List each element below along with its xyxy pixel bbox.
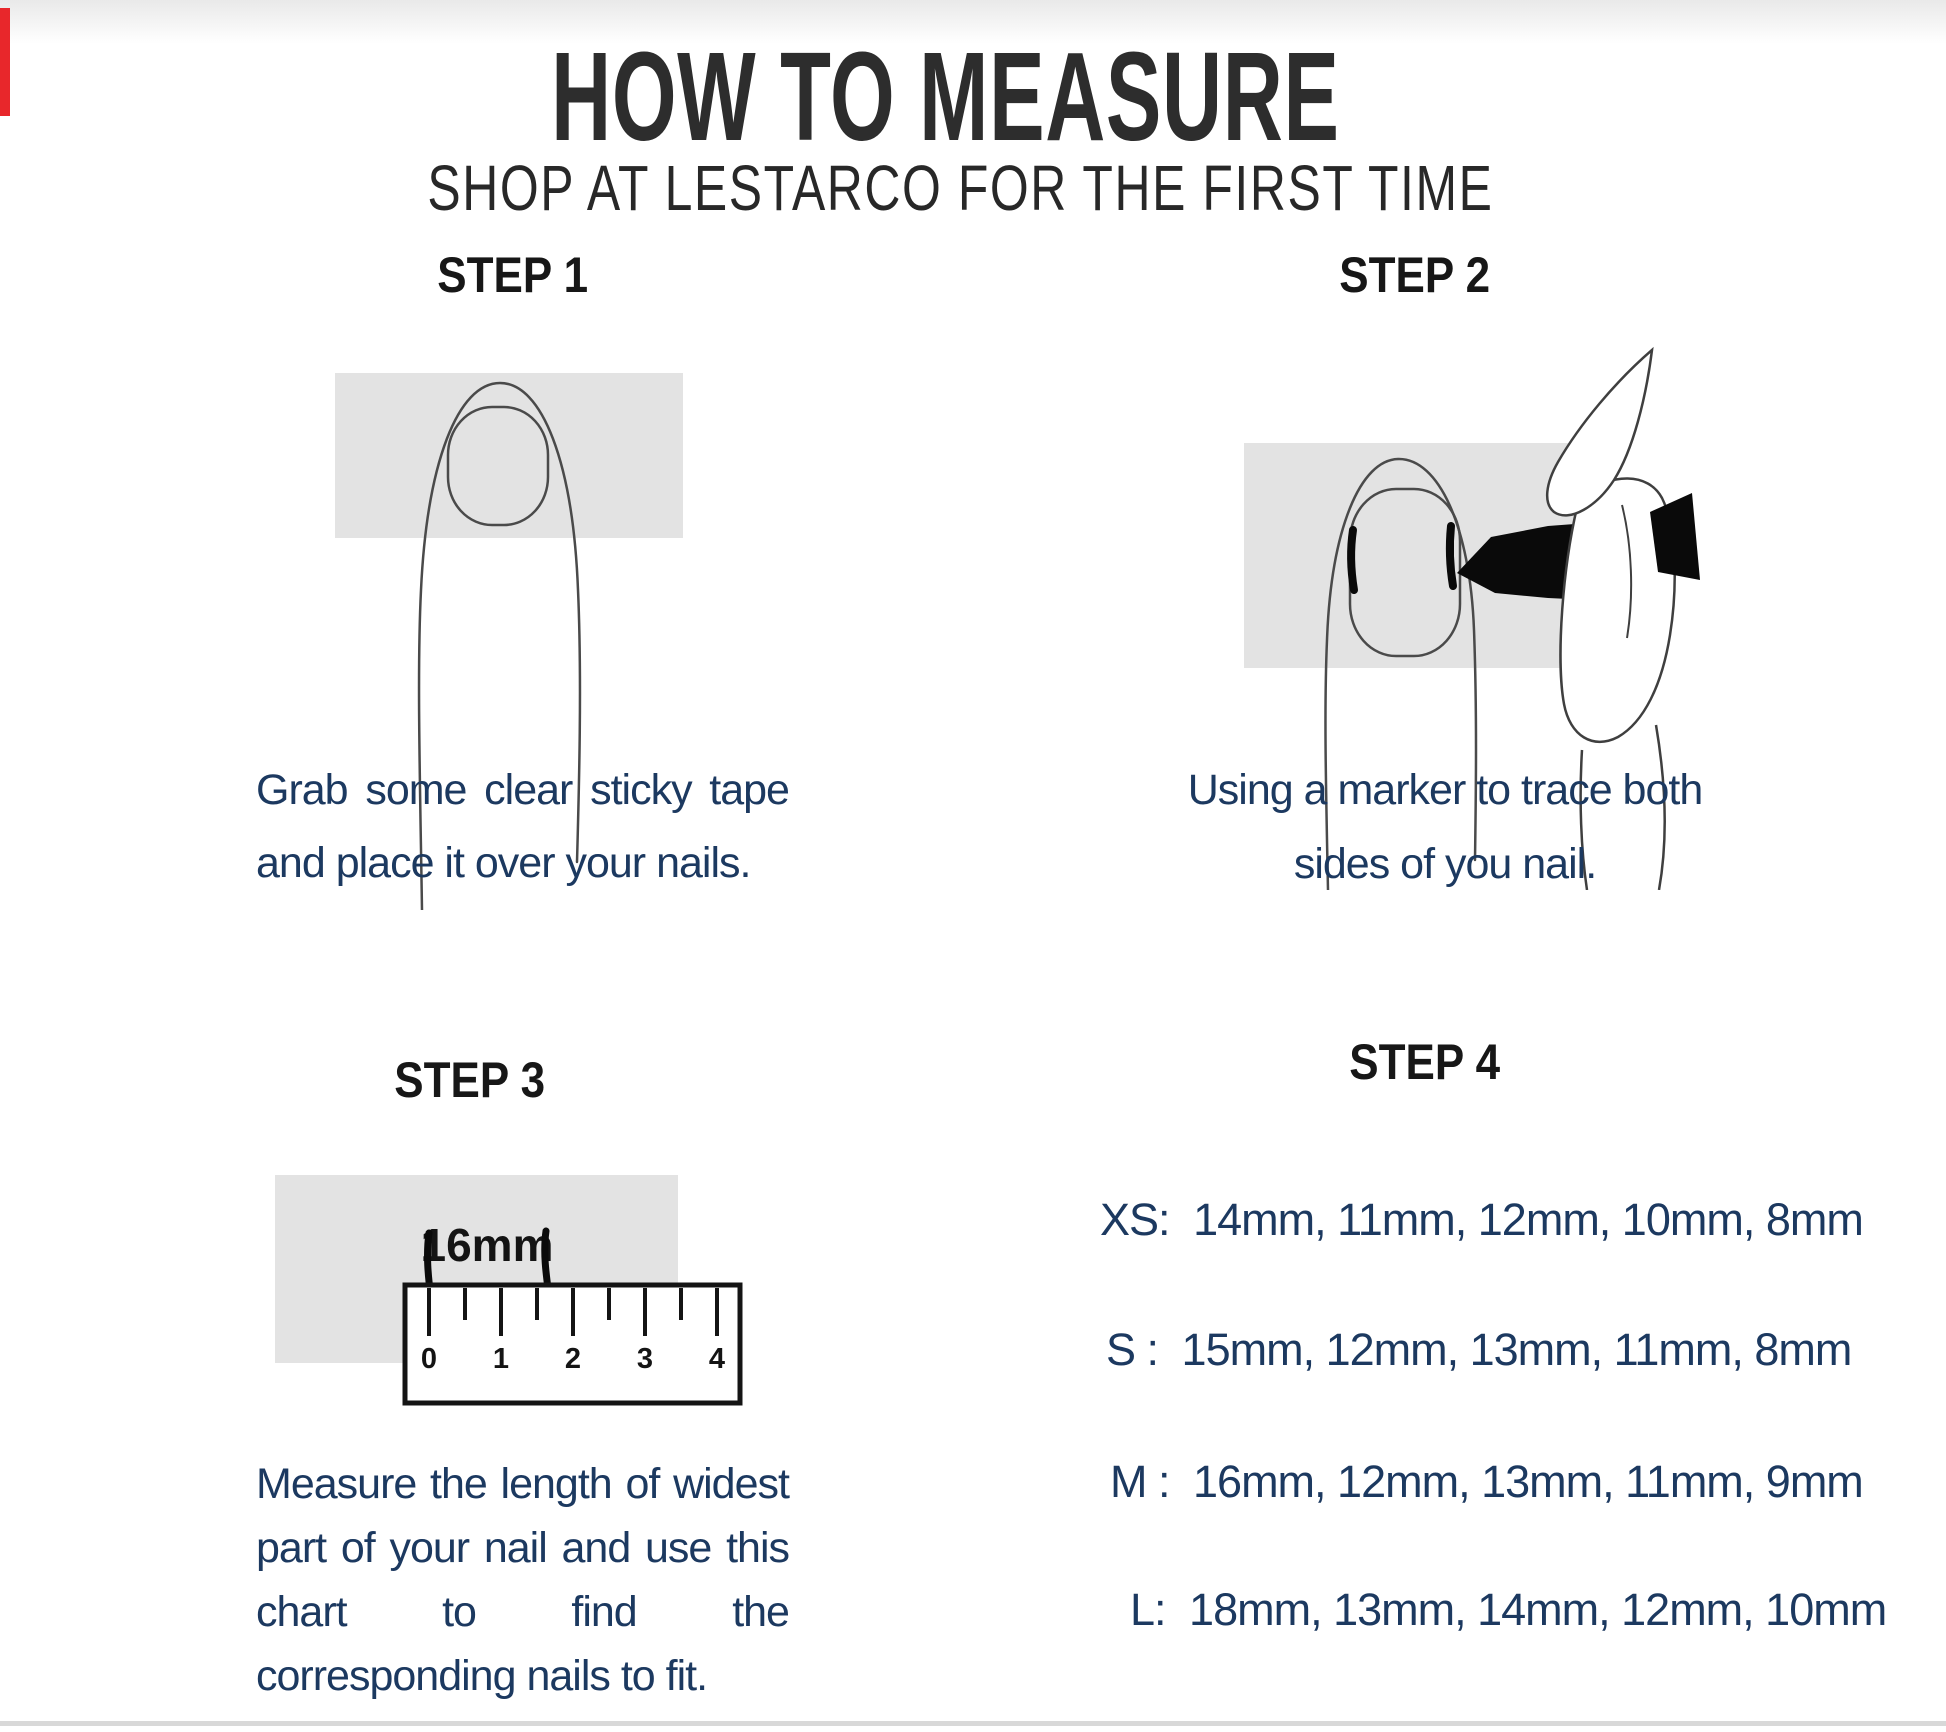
svg-text:3: 3 bbox=[636, 1343, 654, 1375]
step4-heading: STEP 4 bbox=[1349, 1034, 1501, 1090]
size-values-xs: 14mm, 11mm, 12mm, 10mm, 8mm bbox=[1193, 1194, 1863, 1245]
step1-caption-line2: and place it over your nails. bbox=[256, 839, 751, 887]
size-label-s: S : bbox=[1106, 1324, 1159, 1375]
right-trace-mark bbox=[1450, 526, 1453, 586]
size-row-m bbox=[1110, 1456, 1863, 1508]
step2-caption-line1: Using a marker to trace both bbox=[1187, 766, 1703, 814]
bottom-divider bbox=[0, 1721, 1946, 1726]
svg-text:0: 0 bbox=[420, 1343, 438, 1375]
step3-heading: STEP 3 bbox=[394, 1052, 546, 1108]
size-label-xs: XS: bbox=[1100, 1194, 1170, 1245]
step2-heading: STEP 2 bbox=[1339, 247, 1491, 303]
tape-rectangle bbox=[335, 373, 683, 538]
svg-text:2: 2 bbox=[564, 1343, 582, 1375]
size-values-s: 15mm, 12mm, 13mm, 11mm, 8mm bbox=[1181, 1324, 1852, 1375]
ruler-measurement-illustration bbox=[240, 1140, 800, 1440]
page-subtitle bbox=[0, 152, 1920, 238]
page-subtitle-text: SHOP AT LESTARCO FOR THE FIRST TIME bbox=[426, 152, 1494, 224]
size-values-m: 16mm, 12mm, 13mm, 11mm, 9mm bbox=[1193, 1456, 1863, 1507]
measurement-value-label: 16mm bbox=[420, 1219, 554, 1271]
page-title-text: HOW TO MEASURE bbox=[550, 26, 1340, 167]
step2-caption-line2: sides of you nail. bbox=[1293, 840, 1597, 888]
step3-caption-line2: part of your nail and use this bbox=[256, 1524, 789, 1572]
size-label-m: M : bbox=[1110, 1456, 1170, 1507]
step3-caption-line1: Measure the length of widest bbox=[256, 1460, 789, 1508]
svg-text:4: 4 bbox=[708, 1343, 726, 1375]
step1-caption-line1: Grab some clear sticky tape bbox=[256, 766, 789, 814]
size-row-l bbox=[1130, 1584, 1887, 1636]
left-trace-mark bbox=[1351, 530, 1354, 590]
step3-caption-line4: corresponding nails to fit. bbox=[256, 1652, 708, 1700]
step1-heading: STEP 1 bbox=[437, 247, 589, 303]
finger-tape-illustration bbox=[300, 350, 780, 910]
step3-caption-line3: chart to find the bbox=[256, 1588, 789, 1636]
svg-text:1: 1 bbox=[492, 1343, 510, 1375]
size-values-l: 18mm, 13mm, 14mm, 12mm, 10mm bbox=[1189, 1584, 1887, 1635]
size-label-l: L: bbox=[1130, 1584, 1166, 1635]
size-row-s bbox=[1106, 1324, 1852, 1376]
size-row-xs bbox=[1100, 1194, 1863, 1246]
